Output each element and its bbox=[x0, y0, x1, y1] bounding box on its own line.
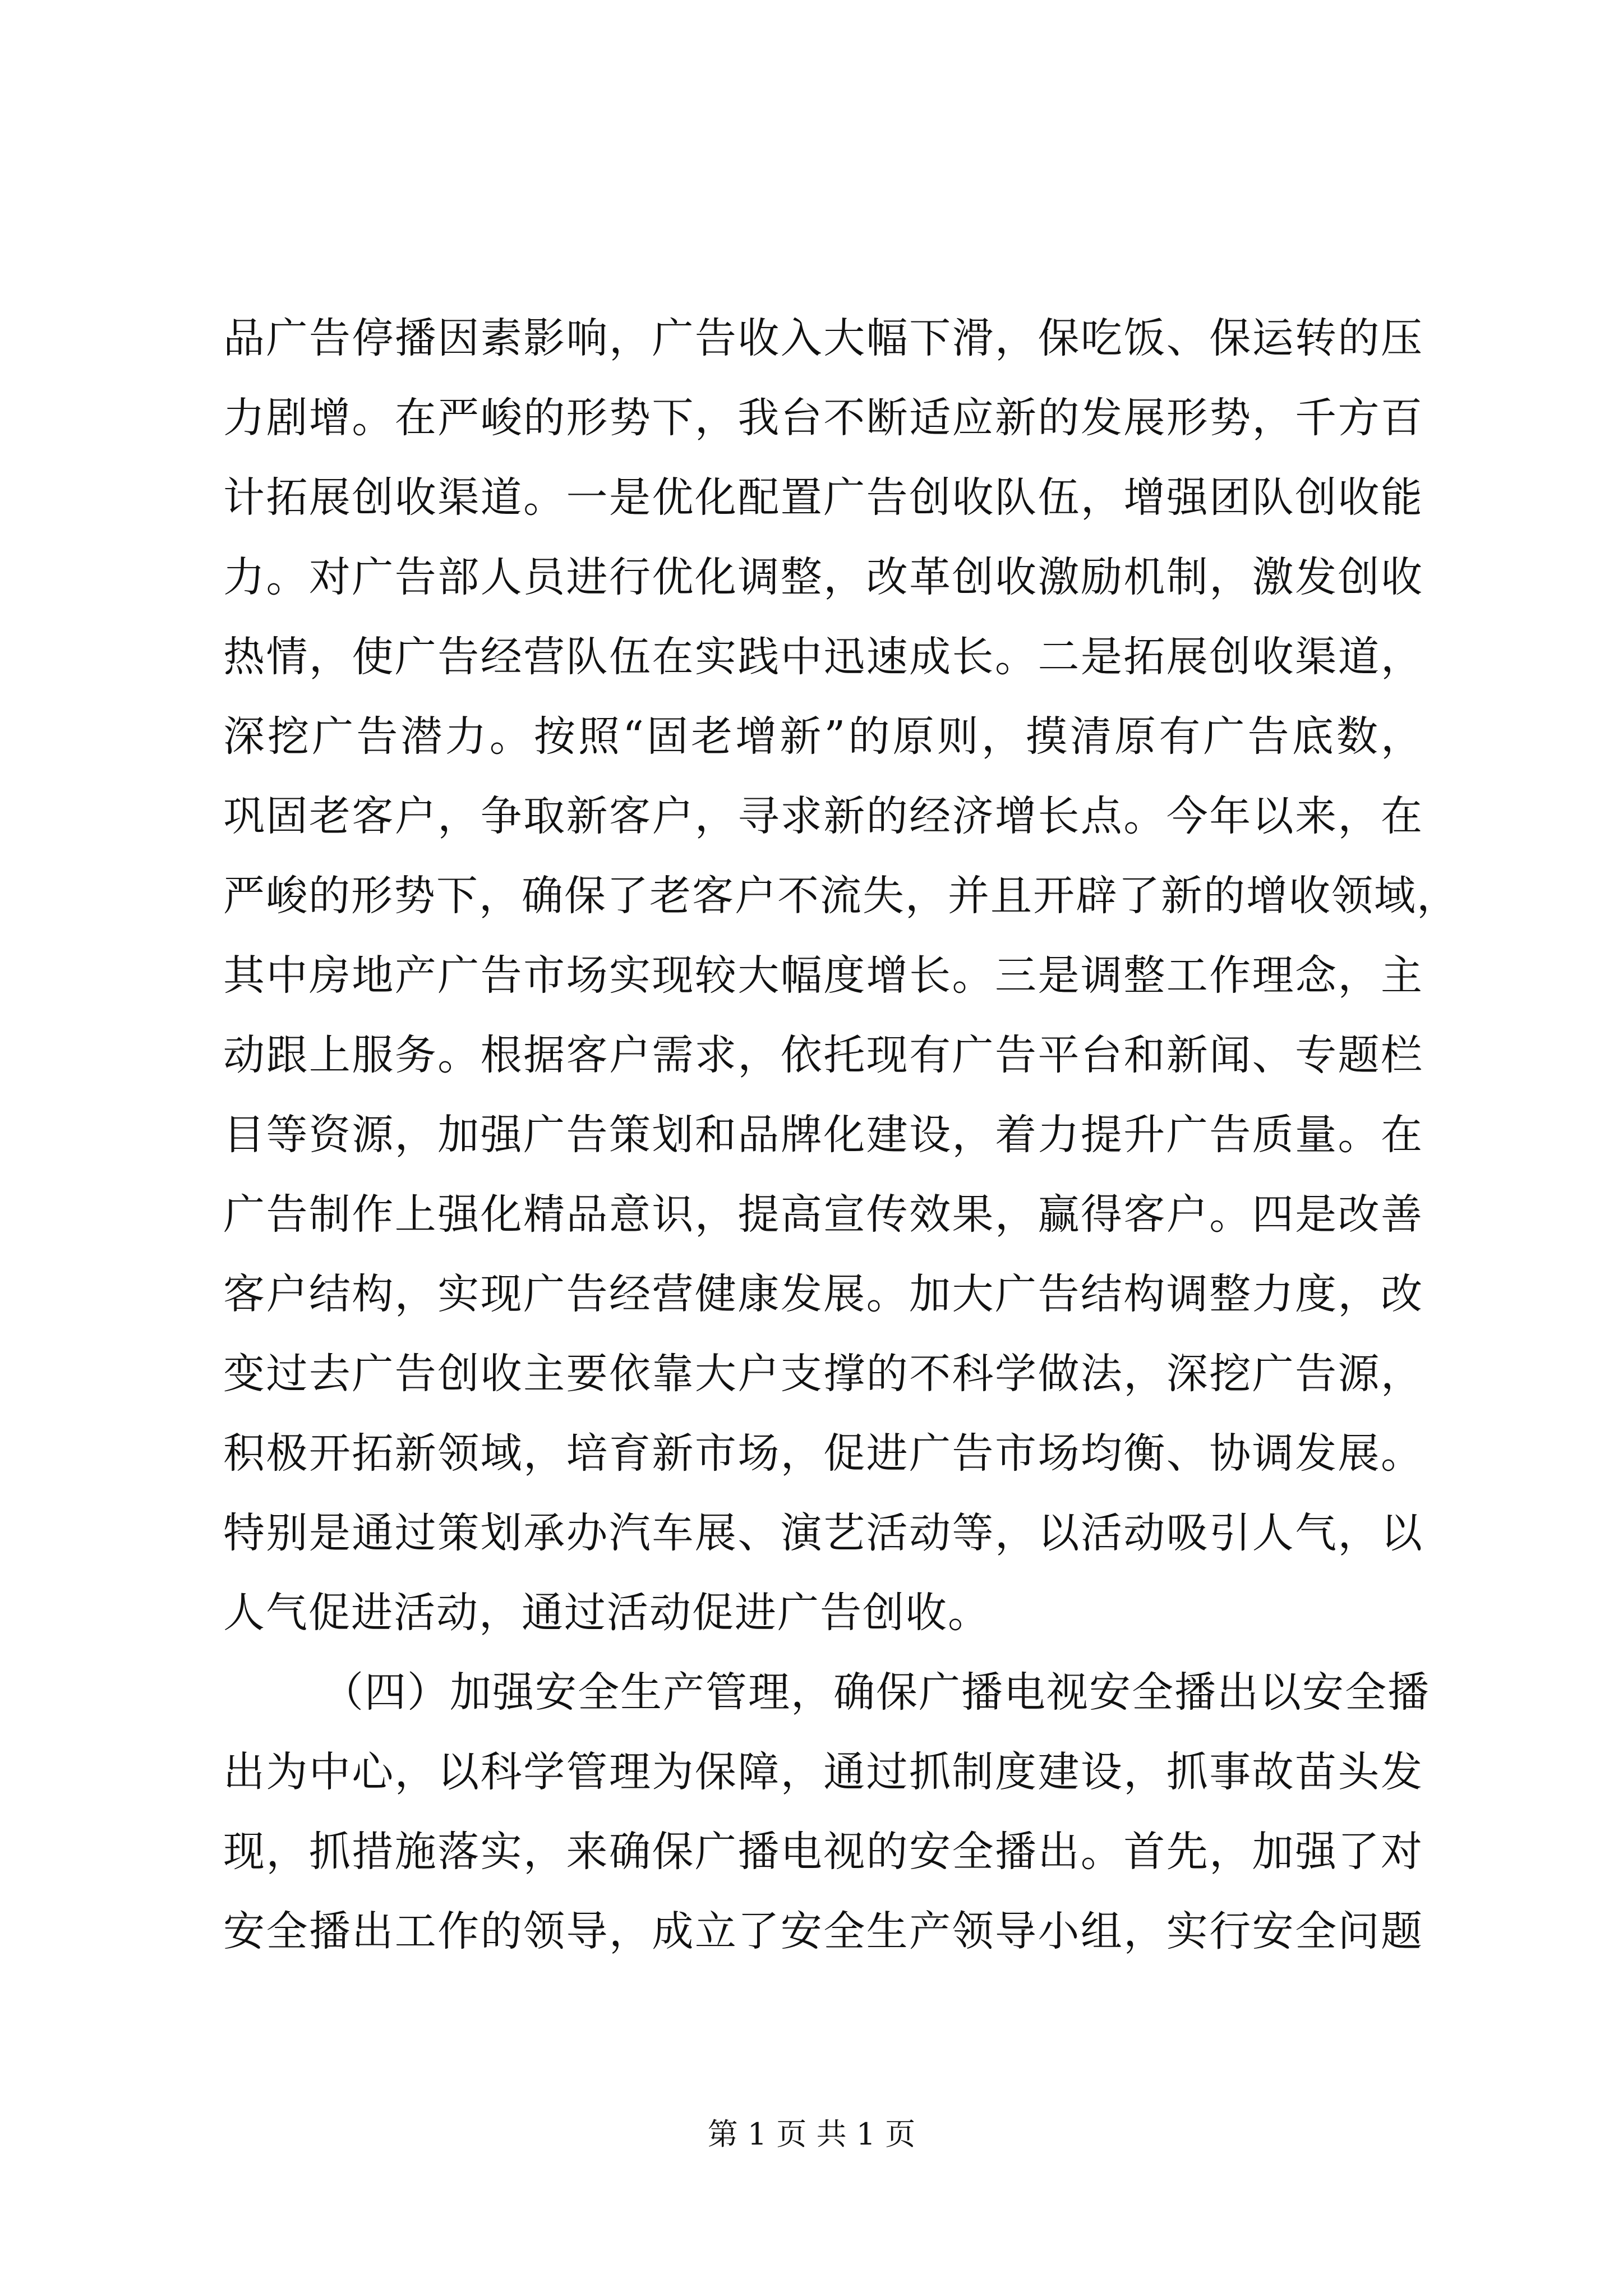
text-line: 品广告停播因素影响，广告收入大幅下滑，保吃饭、保运转的压 bbox=[223, 314, 1423, 362]
text-line: 力。对广告部人员进行优化调整，改革创收激励机制，激发创收 bbox=[223, 553, 1423, 601]
page-footer bbox=[0, 2115, 1623, 2154]
page-number: 第 1 页 共 1 页 bbox=[707, 2116, 916, 2152]
text-line: 安全播出工作的领导，成立了安全生产领导小组，实行安全问题 bbox=[223, 1907, 1423, 1955]
text-line: 出为中心，以科学管理为保障，通过抓制度建设，抓事故苗头发 bbox=[223, 1748, 1423, 1796]
text-line: 现，抓措施落实，来确保广播电视的安全播出。首先，加强了对 bbox=[223, 1828, 1423, 1876]
text-line: 特别是通过策划承办汽车展、演艺活动等，以活动吸引人气，以 bbox=[223, 1509, 1423, 1557]
text-line: 其中房地产广告市场实现较大幅度增长。三是调整工作理念，主 bbox=[223, 951, 1423, 1000]
text-line: 变过去广告创收主要依靠大户支撑的不科学做法，深挖广告源， bbox=[223, 1350, 1423, 1398]
text-line: 严峻的形势下，确保了老客户不流失，并且开辟了新的增收领域， bbox=[223, 872, 1459, 920]
text-line: 深挖广告潜力。按照“固老增新”的原则，摸清原有广告底数， bbox=[223, 712, 1423, 761]
text-line: 目等资源，加强广告策划和品牌化建设，着力提升广告质量。在 bbox=[223, 1111, 1423, 1159]
text-line: 客户结构，实现广告经营健康发展。加大广告结构调整力度，改 bbox=[223, 1270, 1423, 1318]
text-line: 动跟上服务。根据客户需求，依托现有广告平台和新闻、专题栏 bbox=[223, 1031, 1423, 1079]
text-line: 人气促进活动，通过活动促进广告创收。 bbox=[223, 1589, 990, 1637]
text-line: 积极开拓新领域，培育新市场，促进广告市场均衡、协调发展。 bbox=[223, 1429, 1423, 1478]
text-line: 力剧增。在严峻的形势下，我台不断适应新的发展形势，千方百 bbox=[223, 394, 1423, 442]
text-line: 巩固老客户，争取新客户，寻求新的经济增长点。今年以来，在 bbox=[223, 792, 1423, 840]
section-heading-line: （四）加强安全生产管理，确保广播电视安全播出以安全播 bbox=[322, 1668, 1430, 1717]
text-line: 广告制作上强化精品意识，提高宣传效果，赢得客户。四是改善 bbox=[223, 1190, 1423, 1239]
text-line: 热情，使广告经营队伍在实践中迅速成长。二是拓展创收渠道， bbox=[223, 633, 1423, 681]
document-body bbox=[223, 298, 1459, 1971]
text-line: 计拓展创收渠道。一是优化配置广告创收队伍，增强团队创收能 bbox=[223, 473, 1423, 522]
